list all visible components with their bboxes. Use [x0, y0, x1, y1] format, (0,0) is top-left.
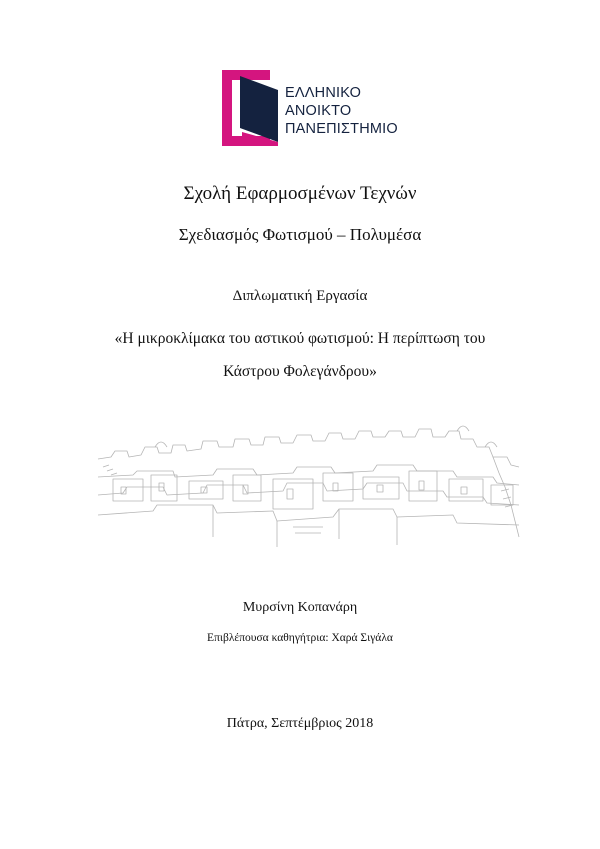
- logo-line-2: ΑΝΟΙΚΤΟ: [285, 103, 352, 119]
- thesis-title-line-1: «Η μικροκλίμακα του αστικού φωτισμού: Η περίπτωση του: [114, 330, 486, 347]
- supervisor: Επιβλέπουσα καθηγήτρια: Χαρά Σιγάλα: [207, 632, 393, 644]
- village-sketch-illustration: [93, 387, 525, 587]
- department-name: Σχεδιασμός Φωτισμού – Πολυμέσα: [178, 225, 422, 244]
- thesis-title-line-2: Κάστρου Φολεγάνδρου»: [223, 363, 377, 380]
- logo-line-3: ΠΑΝΕΠΙΣΤΗΜΙΟ: [285, 121, 398, 137]
- thesis-title: [0, 322, 600, 388]
- logo-line-1: ΕΛΛΗΝΙΚΟ: [285, 85, 362, 101]
- place-date: Πάτρα, Σεπτέμβριος 2018: [226, 716, 374, 731]
- thesis-label: Διπλωματική Εργασία: [232, 288, 368, 304]
- school-name: Σχολή Εφαρμοσμένων Τεχνών: [183, 183, 417, 204]
- logo-wordmark: [285, 84, 398, 138]
- author-name: Μυρσίνη Κοπανάρη: [242, 600, 358, 615]
